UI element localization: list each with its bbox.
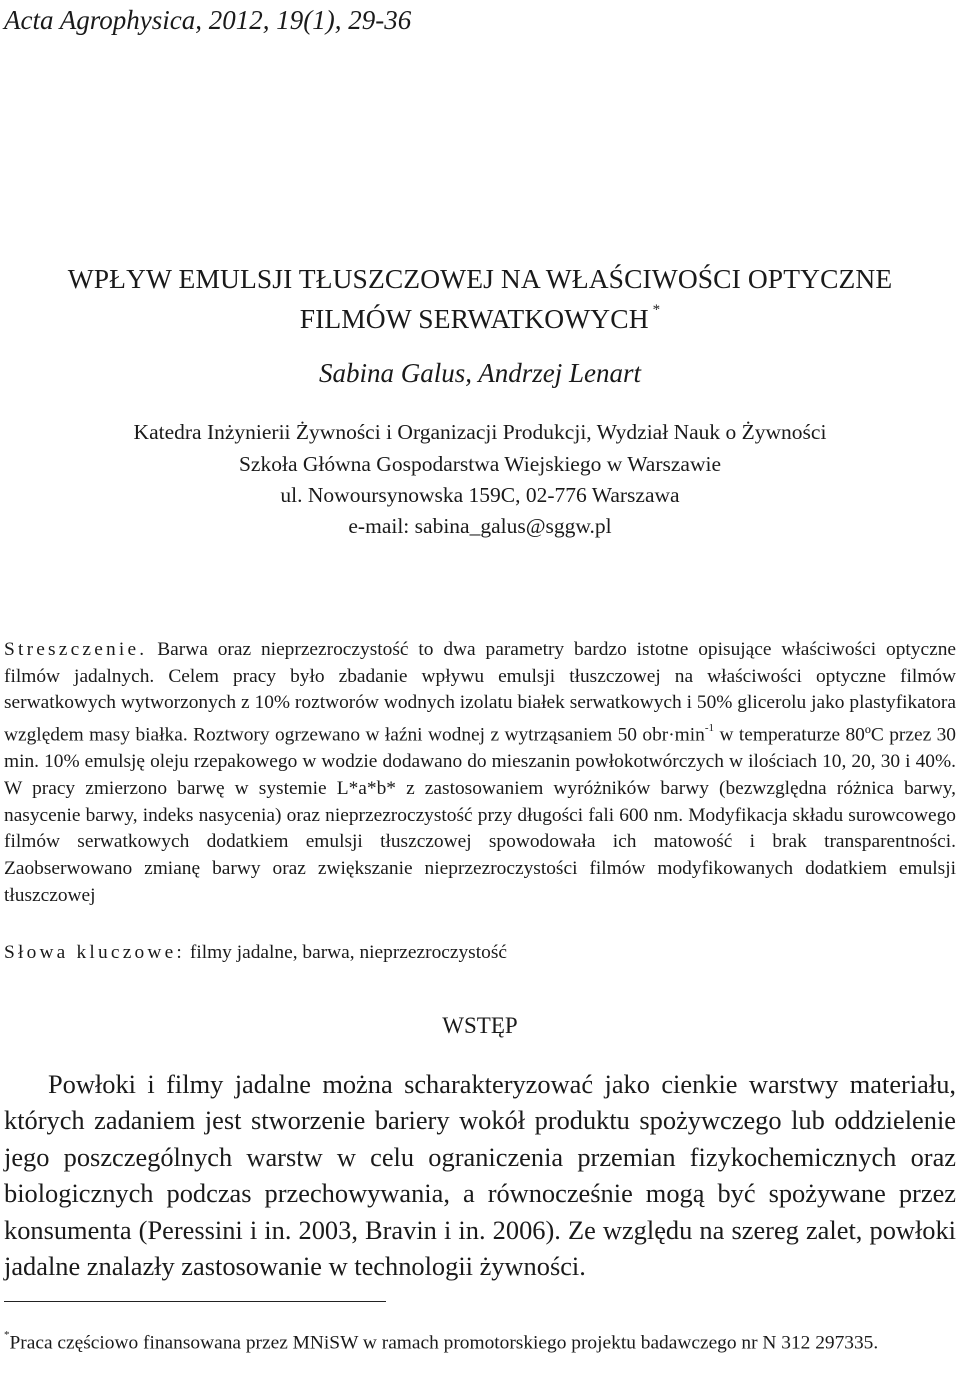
authors: Sabina Galus, Andrzej Lenart xyxy=(318,358,642,388)
abstract-superscript: -1 xyxy=(704,722,715,735)
title-footnote-marker: * xyxy=(652,302,661,318)
intro-paragraph: Powłoki i filmy jadalne można scharakteryzować jako cienkie warstwy materiału, których zadaniem jest stworzenie bariery wokół produktu spożywczego lub oddzielenie jego poszczególnych warstw w celu ograniczenia przemian fizykochemicznych oraz biologicznych podczas przechowywania, a równocześnie mogą być spożywane przez konsumenta (Peressini i in. 2003, Bravin i in. 2006). Ze względu na szereg zalet, powłoki jadalne znalazły zastosowanie w technologii żywności. xyxy=(4,1069,956,1282)
abstract-text-part-1: Barwa oraz nieprzezroczystość to dwa parametry bardzo istotne opisujące właściwości optyczne filmów jadalnych. Celem pracy było zbadanie wpływu emulsji tłuszczowej na właściwości optyczne filmów serwatkowych wytworzonych z 10% roztworów wodnych izolatu białek serwatkowych i 50% glicerolu jako plastyfikatora względem masy białka. Roztwory ogrzewano w łaźni wodnej z wytrząsaniem 50 obr·min xyxy=(4,639,956,746)
keywords-label: Słowa kluczowe: xyxy=(4,942,186,963)
abstract-text-part-2: w temperaturze 80ºC przez 30 min. 10% emulsję oleju rzepakowego w wodzie dodawano do mieszanin powłokotwórczych w ilościach 10, 20, 30 i 40%. W pracy zmierzono barwę w systemie L*a*b* z zastosowaniem wyróżników barwy (bezwzględna różnica barwy, nasycenie barwy, indeks nasycenia) oraz nieprzezroczystość przy długości fali 600 nm. Modyfikacja składu surowcowego filmów serwatkowych dodatkiem emulsji tłuszczowej spowodowała ich matowość i brak transparentności. Zaobserwowano zmianę barwy oraz zwiększanie nieprzezroczystości filmów modyfikowanych dodatkiem emulsji tłuszczowej xyxy=(4,724,956,906)
keywords-text: filmy jadalne, barwa, nieprzezroczystość xyxy=(185,942,507,963)
section-heading: WSTĘP xyxy=(442,1013,518,1038)
footnote-marker: * xyxy=(4,1329,10,1341)
keywords xyxy=(4,940,956,966)
affiliation-university: Szkoła Główna Gospodarstwa Wiejskiego w Warszawie xyxy=(238,452,722,476)
abstract xyxy=(4,637,956,910)
affiliation-email: e-mail: sabina_galus@sggw.pl xyxy=(348,514,612,538)
abstract-label: Streszczenie. xyxy=(4,639,148,660)
affiliation-department: Katedra Inżynierii Żywności i Organizacji Produkcji, Wydział Nauk o Żywności xyxy=(133,420,827,444)
footnote-divider xyxy=(4,1301,386,1302)
footnote-text: Praca częściowo finansowana przez MNiSW w ramach promotorskiego projektu badawczego nr N 312 297335. xyxy=(9,1332,879,1354)
footnote xyxy=(4,1326,944,1356)
affiliation-address: ul. Nowoursynowska 159C, 02-776 Warszawa xyxy=(280,483,680,507)
article-title-line-2-text: FILMÓW SERWATKOWYCH xyxy=(299,303,649,335)
article-title-line-2 xyxy=(0,298,960,335)
article-title-line-1: WPŁYW EMULSJI TŁUSZCZOWEJ NA WŁAŚCIWOŚCI OPTYCZNE xyxy=(67,263,893,294)
journal-citation: Acta Agrophysica, 2012, 19(1), 29-36 xyxy=(4,5,412,35)
